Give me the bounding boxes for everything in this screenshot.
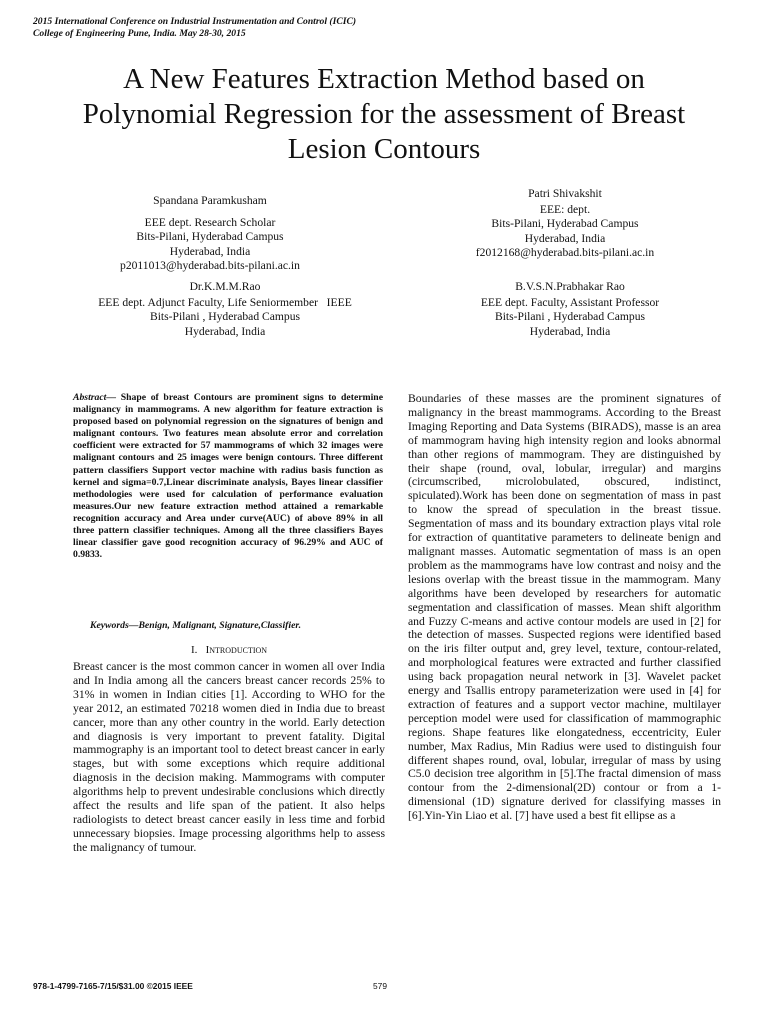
author-email: f2012168@hyderabad.bits-pilani.ac.in bbox=[475, 245, 655, 259]
author-affiliation: EEE dept. Adjunct Faculty, Life Seniormember IEEE bbox=[98, 296, 352, 310]
author-affiliation: Bits-Pilani, Hyderabad Campus bbox=[491, 217, 639, 231]
author-affiliation: Bits-Pilani , Hyderabad Campus bbox=[149, 310, 301, 324]
author-location: Hyderabad, India bbox=[184, 324, 266, 338]
abstract bbox=[73, 392, 383, 561]
author-location: Hyderabad, India bbox=[169, 244, 251, 258]
page-number: 579 bbox=[373, 981, 387, 991]
abstract-lead: Abstract— bbox=[73, 392, 117, 403]
section-title: Introduction bbox=[205, 644, 268, 656]
author-name: Spandana Paramkusham bbox=[153, 194, 267, 207]
body-column-left: Breast cancer is the most common cancer in women all over India and In India among all the cancers breast cancer records 25% to 31% in women in Indian cities [1]. According to WHO for the year 2012, an estimated 70218 women died in India due to breast cancer, more than any other country in the world. Early detection and diagnosis is very important to prevent fatality. Digital mammography is an important tool to detect breast cancer in early stages, but with some exceptions which require additional diagnosis in the decision making. Mammograms with computer algorithms help to prevent undesirable conclusions which directly affect the results and life span of the patient. It also helps radiologists to detect breast cancer easily in less time and forbid unnecessary biopsies. Image processing algorithms help to assess the malignancy of tumour. bbox=[73, 660, 385, 854]
author-block-4 bbox=[420, 280, 720, 339]
conference-line-2: College of Engineering Pune, India. May 28-30, 2015 bbox=[33, 27, 246, 39]
author-block-2 bbox=[420, 187, 710, 260]
author-location: Hyderabad, India bbox=[524, 231, 606, 245]
author-affiliation: Bits-Pilani, Hyderabad Campus bbox=[136, 230, 284, 244]
conference-header bbox=[33, 16, 633, 39]
author-block-1 bbox=[70, 194, 350, 273]
abstract-text: Shape of breast Contours are prominent signs to determine malignancy in mammograms. A new algorithm for feature extraction is proposed based on polynomial regression on the signatures of benign and malignant contours. Two features mean absolute error and correlation coefficient were extracted for 57 mammograms of which 32 images were malignant contours and 25 images were benign contours. Three different pattern classifiers Support vector machine with radius basis function as kernel and sigma=0.7,Linear discriminate analysis, Bayes linear classifier methodologies were used for calculation of performance evaluation measures.Our new feature extraction method attained a remarkable recognition accuracy and Area under curve(AUC) of above 89% in all three pattern classifier techniques. Among all the three classifiers Bayes linear classifier gave good recognition accuracy of 96.29% and AUC of 0.9833. bbox=[73, 392, 383, 561]
author-name: Patri Shivakshit bbox=[528, 187, 602, 200]
title-line-1: A New Features Extraction Method based on bbox=[123, 63, 645, 95]
paper-title bbox=[40, 62, 728, 167]
author-affiliation: EEE: dept. bbox=[539, 203, 591, 217]
title-line-3: Lesion Contours bbox=[287, 133, 481, 165]
conference-line-1: 2015 International Conference on Industrial Instrumentation and Control (ICIC) bbox=[33, 16, 357, 27]
author-name: B.V.S.N.Prabhakar Rao bbox=[515, 280, 625, 293]
author-affiliation: EEE dept. Faculty, Assistant Professor bbox=[480, 296, 660, 310]
author-location: Hyderabad, India bbox=[529, 324, 611, 338]
author-block-3 bbox=[70, 280, 380, 339]
body-column-right: Boundaries of these masses are the prominent signatures of malignancy in the breast mammograms. According to the Breast Imaging Reporting and Data Systems (BIRADS), masse is an area of mammogram having high intensity region and looks abnormal than other regions of mammogram. They are distinguished by their shape (round, oval, lobular, irregular) and margins (circumscribed, microlobulated, obscured, indistinct, spiculated).Work has been done on segmentation of mass in past to know the spread of speculation in the breast tissue. Segmentation of mass and its boundary extraction plays vital role for extraction of quantitative parameters to delineate benign and malignant masses. Automatic segmentation of mass is an open problem as the mammograms have low contrast and noisy and the lesions overlap with the breast tissue in the mammogram. Many algorithms have been developed by researchers for automatic segmentation and classification of masses. Mean shift algorithm and Fuzzy C-means and active contour models are used in [2] for the detection of masses. Suspected regions were identified based on the iris filter output and, grey level, texture, contour-related, and morphological features were extracted and further classified using back propagation neural network in [3]. Wavelet packet energy and Tsallis entropy parameterization were used in [4] for extraction of features and a support vector machine, multilayer perception model were used for classification of mammographic regions. Shape features like elongatedness, eccentricity, Euler number, Max Radius, Min Radius were used to distinguish four different shapes round, oval, lobular, irregular of mass by using C5.0 decision tree algorithm in [5].The fractal dimension of mass contour from the 2-dimensional(2D) contour or from a 1-dimensional (1D) signature derived for classifying masses in [6].Yin-Yin Liao et al. [7] have used a best fit ellipse as a bbox=[408, 392, 721, 823]
author-affiliation: EEE dept. Research Scholar bbox=[144, 216, 276, 230]
footer-isbn: 978-1-4799-7165-7/15/$31.00 ©2015 IEEE bbox=[33, 981, 193, 991]
section-number: I. bbox=[190, 644, 198, 656]
author-name: Dr.K.M.M.Rao bbox=[189, 280, 261, 293]
title-line-2: Polynomial Regression for the assessment of Breast bbox=[82, 98, 686, 130]
author-affiliation: Bits-Pilani , Hyderabad Campus bbox=[494, 310, 646, 324]
section-heading bbox=[73, 643, 385, 657]
keywords: Keywords—Benign, Malignant, Signature,Classifier. bbox=[90, 620, 302, 631]
author-email: p2011013@hyderabad.bits-pilani.ac.in bbox=[120, 258, 300, 272]
